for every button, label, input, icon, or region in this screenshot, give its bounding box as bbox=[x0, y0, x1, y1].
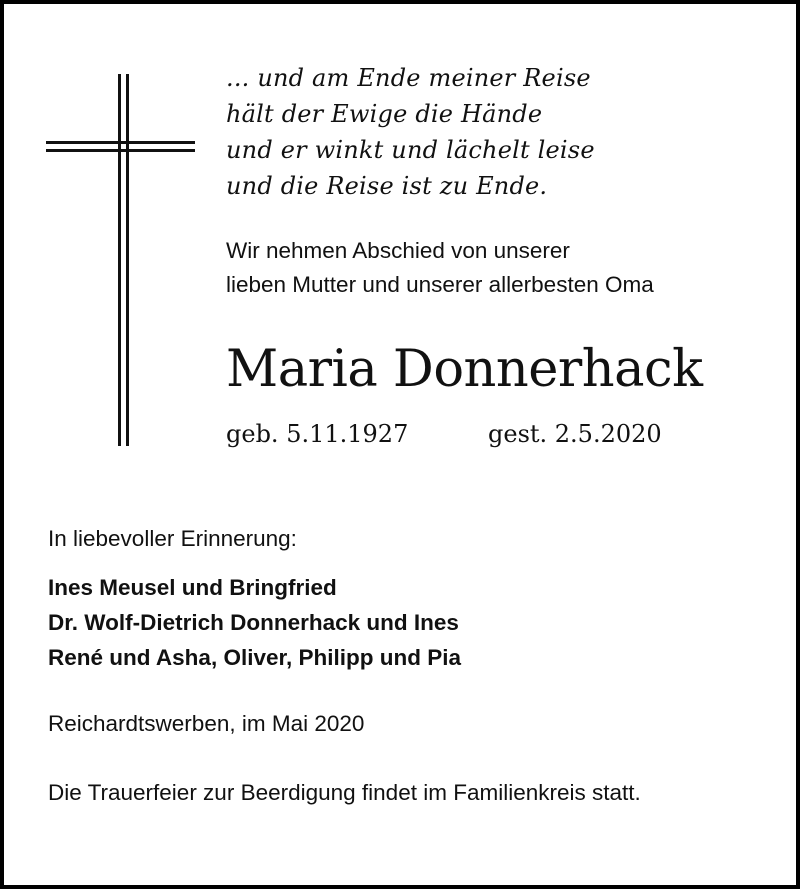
funeral-notice: Die Trauerfeier zur Beerdigung findet im Familienkreis statt. bbox=[48, 780, 641, 805]
death-date: gest. 2.5.2020 bbox=[488, 420, 662, 448]
verse-line: und er winkt und lächelt leise bbox=[226, 136, 595, 164]
verse-line: hält der Ewige die Hände bbox=[226, 100, 543, 128]
mourner-line: Dr. Wolf-Dietrich Donnerhack und Ines bbox=[48, 610, 459, 635]
mourner-line: René und Asha, Oliver, Philipp und Pia bbox=[48, 645, 461, 670]
intro-line: lieben Mutter und unserer allerbesten Oma bbox=[226, 272, 654, 297]
mourner-line: Ines Meusel und Bringfried bbox=[48, 575, 337, 600]
deceased-name: Maria Donnerhack bbox=[226, 340, 703, 399]
memory-label: In liebevoller Erinnerung: bbox=[48, 526, 297, 551]
verse-line: ... und am Ende meiner Reise bbox=[226, 64, 591, 92]
place-and-date: Reichardtswerben, im Mai 2020 bbox=[48, 711, 365, 736]
intro-line: Wir nehmen Abschied von unserer bbox=[226, 238, 570, 263]
birth-date: geb. 5.11.1927 bbox=[226, 420, 409, 448]
memorial-verse bbox=[226, 60, 595, 204]
life-dates bbox=[226, 416, 662, 452]
verse-line: und die Reise ist zu Ende. bbox=[226, 172, 548, 200]
mourners-list bbox=[48, 570, 461, 675]
farewell-intro bbox=[226, 234, 654, 302]
